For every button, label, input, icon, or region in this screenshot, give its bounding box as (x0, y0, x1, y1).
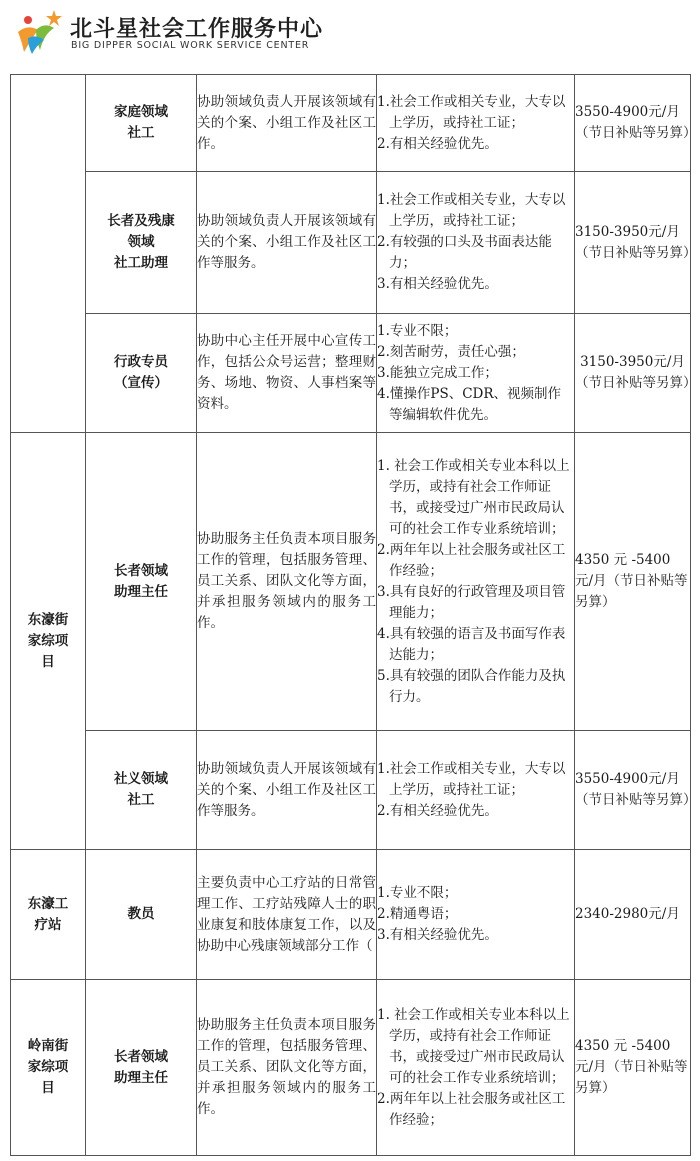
project-cell: 岭南街 家综项 目 (11, 980, 86, 1156)
duty-cell: 协助服务主任负责本项目服务工作的管理，包括服务管理、员工关系、团队文化等方面，并承担服务领域内的服务工作。 (197, 980, 377, 1156)
requirements-cell (377, 314, 575, 433)
requirements-cell (377, 75, 575, 172)
position-cell: 行政专员 （宣传） (86, 314, 197, 433)
requirement-item: 2.有较强的口头及书面表达能力； (377, 234, 552, 271)
position-cell: 长者领域 助理主任 (86, 433, 197, 731)
salary-cell: 4350 元 -5400 元/月（节日补贴等另算） (575, 980, 691, 1156)
requirement-item: 2.有相关经验优先。 (377, 135, 498, 152)
requirement-item: 3.有相关经验优先。 (377, 927, 498, 943)
requirement-item: 2.两年年以上社会服务或社区工作经验； (377, 541, 566, 579)
requirement-item: 1. 社会工作或相关专业本科以上学历，或持有社会工作师证书，或接受过广州市民政局认可的社会工作专业系统培训； (377, 457, 570, 537)
duty-cell: 协助领域负责人开展该领域有关的个案、小组工作及社区工作等服务。 (197, 731, 377, 850)
requirement-item: 4.懂操作PS、CDR、视频制作等编辑软件优先。 (377, 385, 562, 423)
organization-name-en: BIG DIPPER SOCIAL WORK SERVICE CENTER (71, 40, 310, 51)
project-cell (11, 75, 86, 433)
duty-cell: 主要负责中心工疗站的日常管理工作、工疗站残障人士的职业康复和肢体康复工作，以及协助中心残康领域部分工作（ (197, 850, 377, 980)
duty-cell: 协助服务主任负责本项目服务工作的管理，包括服务管理、员工关系、团队文化等方面，并承担服务领域内的服务工作。 (197, 433, 377, 731)
requirement-item: 2.有相关经验优先。 (377, 802, 498, 819)
salary-cell: 3150-3950元/月（节日补贴等另算） (575, 172, 691, 314)
recruitment-table (10, 74, 697, 1156)
salary-cell: 3550-4900元/月（节日补贴等另算） (575, 75, 691, 172)
table-row (11, 980, 691, 1156)
requirement-item: 1.社会工作或相关专业，大专以上学历，或持社工证； (377, 192, 566, 229)
table-row (11, 850, 691, 980)
requirements-cell (377, 850, 575, 980)
duty-cell: 协助领域负责人开展该领域有关的个案、小组工作及社区工作等服务。 (197, 172, 377, 314)
requirement-item: 5.具有较强的团队合作能力及执行力。 (377, 667, 566, 705)
project-cell: 东濠街 家综项 目 (11, 433, 86, 850)
requirement-item: 1. 社会工作或相关专业本科以上学历，或持有社会工作师证书，或接受过广州市民政局认可的社会工作专业系统培训； (377, 1006, 570, 1086)
requirements-cell (377, 980, 575, 1156)
big-dipper-logo (14, 8, 66, 56)
requirement-item: 2.两年年以上社会服务或社区工作经验； (377, 1090, 566, 1128)
table-row (11, 314, 691, 433)
salary-cell: 2340-2980元/月 (575, 850, 691, 980)
position-cell: 长者及残康 领域 社工助理 (86, 172, 197, 314)
requirement-item: 2.刻苦耐劳，责任心强； (377, 343, 525, 360)
requirements-cell (377, 731, 575, 850)
table-row (11, 75, 691, 172)
project-cell: 东濠工 疗站 (11, 850, 86, 980)
requirement-item: 3.有相关经验优先。 (377, 276, 498, 292)
position-cell: 家庭领域 社工 (86, 75, 197, 172)
page-header (14, 8, 334, 56)
requirements-cell (377, 172, 575, 314)
position-cell: 教员 (86, 850, 197, 980)
table-row (11, 172, 691, 314)
requirement-item: 2.精通粤语； (377, 906, 458, 922)
duty-cell: 协助中心主任开展中心宣传工作，包括公众号运营；整理财务、场地、物资、人事档案等资料。 (197, 314, 377, 433)
requirement-item: 1.专业不限； (377, 322, 458, 339)
duty-cell: 协助领域负责人开展该领域有关的个案、小组工作及社区工作。 (197, 75, 377, 172)
requirement-item: 4.具有较强的语言及书面写作表达能力； (377, 625, 566, 663)
requirement-item: 3.具有良好的行政管理及项目管理能力； (377, 583, 566, 621)
table-row (11, 433, 691, 731)
requirements-cell (377, 433, 575, 731)
position-cell: 长者领域 助理主任 (86, 980, 197, 1156)
salary-cell: 3550-4900元/月（节日补贴等另算） (575, 731, 691, 850)
requirement-item: 1.专业不限； (377, 885, 458, 901)
requirement-item: 1.社会工作或相关专业，大专以上学历，或持社工证； (377, 93, 566, 131)
requirement-item: 3.能独立完成工作； (377, 364, 498, 381)
requirement-item: 1.社会工作或相关专业，大专以上学历，或持社工证； (377, 760, 566, 798)
salary-cell: 4350 元 -5400 元/月（节日补贴等另算） (575, 433, 691, 731)
organization-name-cn: 北斗星社会工作服务中心 (70, 17, 324, 42)
salary-cell: 3150-3950元/月（节日补贴等另算） (575, 314, 691, 433)
position-cell: 社义领域 社工 (86, 731, 197, 850)
table-row (11, 731, 691, 850)
